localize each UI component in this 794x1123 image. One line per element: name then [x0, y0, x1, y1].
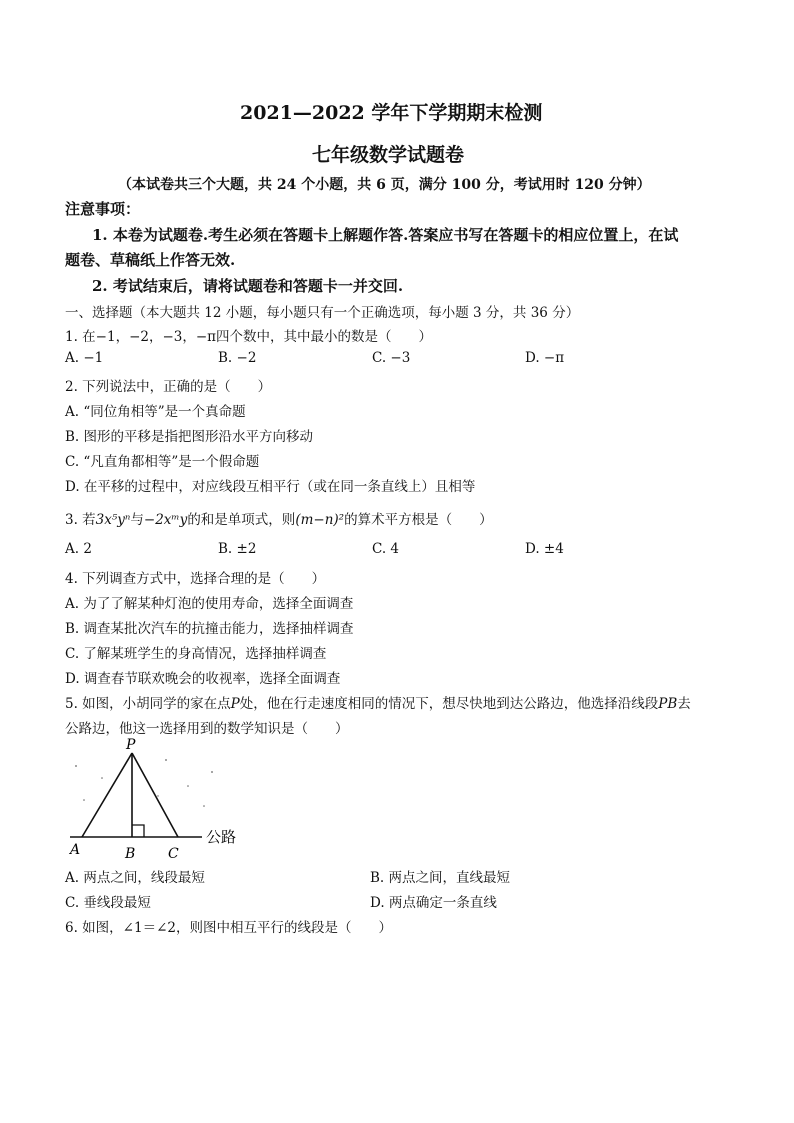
question-4-stem: 4. 下列调查方式中，选择合理的是（ ）	[65, 571, 326, 587]
question-5-figure	[62, 736, 252, 864]
question-2-stem: 2. 下列说法中，正确的是（ ）	[65, 379, 272, 395]
question-3-suffix: 的算术平方根是（ ）	[344, 512, 493, 528]
question-5-stem-line-2: 公路边，他这一选择用到的数学知识是（ ）	[65, 721, 349, 737]
question-4-option-c: C. 了解某班学生的身高情况，选择抽样调查	[65, 646, 327, 662]
notice-item-1-cont: 题卷、草稿纸上作答无效.	[65, 251, 236, 269]
label-c: C	[168, 846, 179, 862]
question-5-stem-part-a: 5. 如图，小胡同学的家在点	[65, 696, 231, 712]
question-1-option-a: A. −1	[65, 350, 104, 366]
question-2-option-d: D. 在平移的过程中，对应线段互相平行（或在同一条直线上）且相等	[65, 479, 476, 495]
question-3-term-2: −2xᵐy	[143, 512, 188, 528]
question-2-option-b: B. 图形的平移是指把图形沿水平方向移动	[65, 429, 314, 445]
question-1-option-c: C. −3	[372, 350, 411, 366]
question-3-term-1: 3x⁵yⁿ	[95, 512, 131, 528]
question-6-stem: 6. 如图，∠1＝∠2，则图中相互平行的线段是（ ）	[65, 920, 392, 936]
notice-item-1: 1. 本卷为试题卷.考生必须在答题卡上解题作答.答案应书写在答题卡的相应位置上，在试	[92, 226, 679, 244]
question-4-option-b: B. 调查某批次汽车的抗撞击能力，选择抽样调查	[65, 621, 354, 637]
notice-item-2: 2. 考试结束后，请将试题卷和答题卡一并交回.	[92, 277, 404, 295]
question-5-segment-pb: PB	[658, 696, 678, 712]
question-3-option-d: D. ±4	[525, 541, 564, 557]
question-5-stem-part-b: 处，他在行走速度相同的情况下，想尽快地到达公路边，他选择沿线段	[239, 696, 659, 712]
question-5-stem-part-c: 去	[677, 696, 691, 712]
question-3-option-b: B. ±2	[218, 541, 257, 557]
question-3-stem	[65, 508, 493, 528]
question-4-option-a: A. 为了了解某种灯泡的使用寿命，选择全面调查	[65, 596, 354, 612]
question-3-expression: (m−n)²	[295, 512, 345, 528]
question-5-stem-line-1	[65, 692, 691, 712]
exam-subtitle-title: 七年级数学试题卷	[312, 144, 465, 166]
question-1-stem: 1. 在−1，−2，−3，−π四个数中，其中最小的数是（ ）	[65, 329, 433, 345]
question-2-option-c: C. “凡直角都相等”是一个假命题	[65, 454, 260, 470]
question-4-option-d: D. 调查春节联欢晚会的收视率，选择全面调查	[65, 671, 341, 687]
label-a: A	[70, 842, 81, 858]
section-heading: 一、选择题（本大题共 12 小题，每小题只有一个正确选项，每小题 3 分，共 36 分）	[65, 305, 580, 321]
exam-info: （本试卷共三个大题，共 24 个小题，共 6 页，满分 100 分，考试用时 120 分钟）	[118, 177, 651, 193]
question-5-option-c: C. 垂线段最短	[65, 895, 151, 911]
question-2-option-a: A. “同位角相等”是一个真命题	[65, 404, 246, 420]
question-3-option-a: A. 2	[65, 541, 92, 557]
question-5-option-a: A. 两点之间，线段最短	[65, 870, 205, 886]
label-road: 公路	[206, 828, 237, 846]
exam-title: 2021—2022 学年下学期期末检测	[240, 102, 543, 124]
question-5-option-b: B. 两点之间，直线最短	[370, 870, 511, 886]
label-p: P	[126, 737, 136, 753]
question-1-option-d: D. −π	[525, 350, 565, 366]
question-3-mid: 与	[130, 512, 144, 528]
notice-heading: 注意事项：	[65, 200, 141, 218]
question-3-prefix: 3. 若	[65, 512, 96, 528]
right-angle-marker	[132, 825, 144, 837]
label-b: B	[125, 846, 136, 862]
question-3-option-c: C. 4	[372, 541, 400, 557]
segment-pa	[82, 753, 132, 837]
question-3-mid-2: 的和是单项式，则	[187, 512, 296, 528]
question-1-option-b: B. −2	[218, 350, 257, 366]
question-5-option-d: D. 两点确定一条直线	[370, 895, 497, 911]
question-5-point-p: P	[230, 696, 240, 712]
